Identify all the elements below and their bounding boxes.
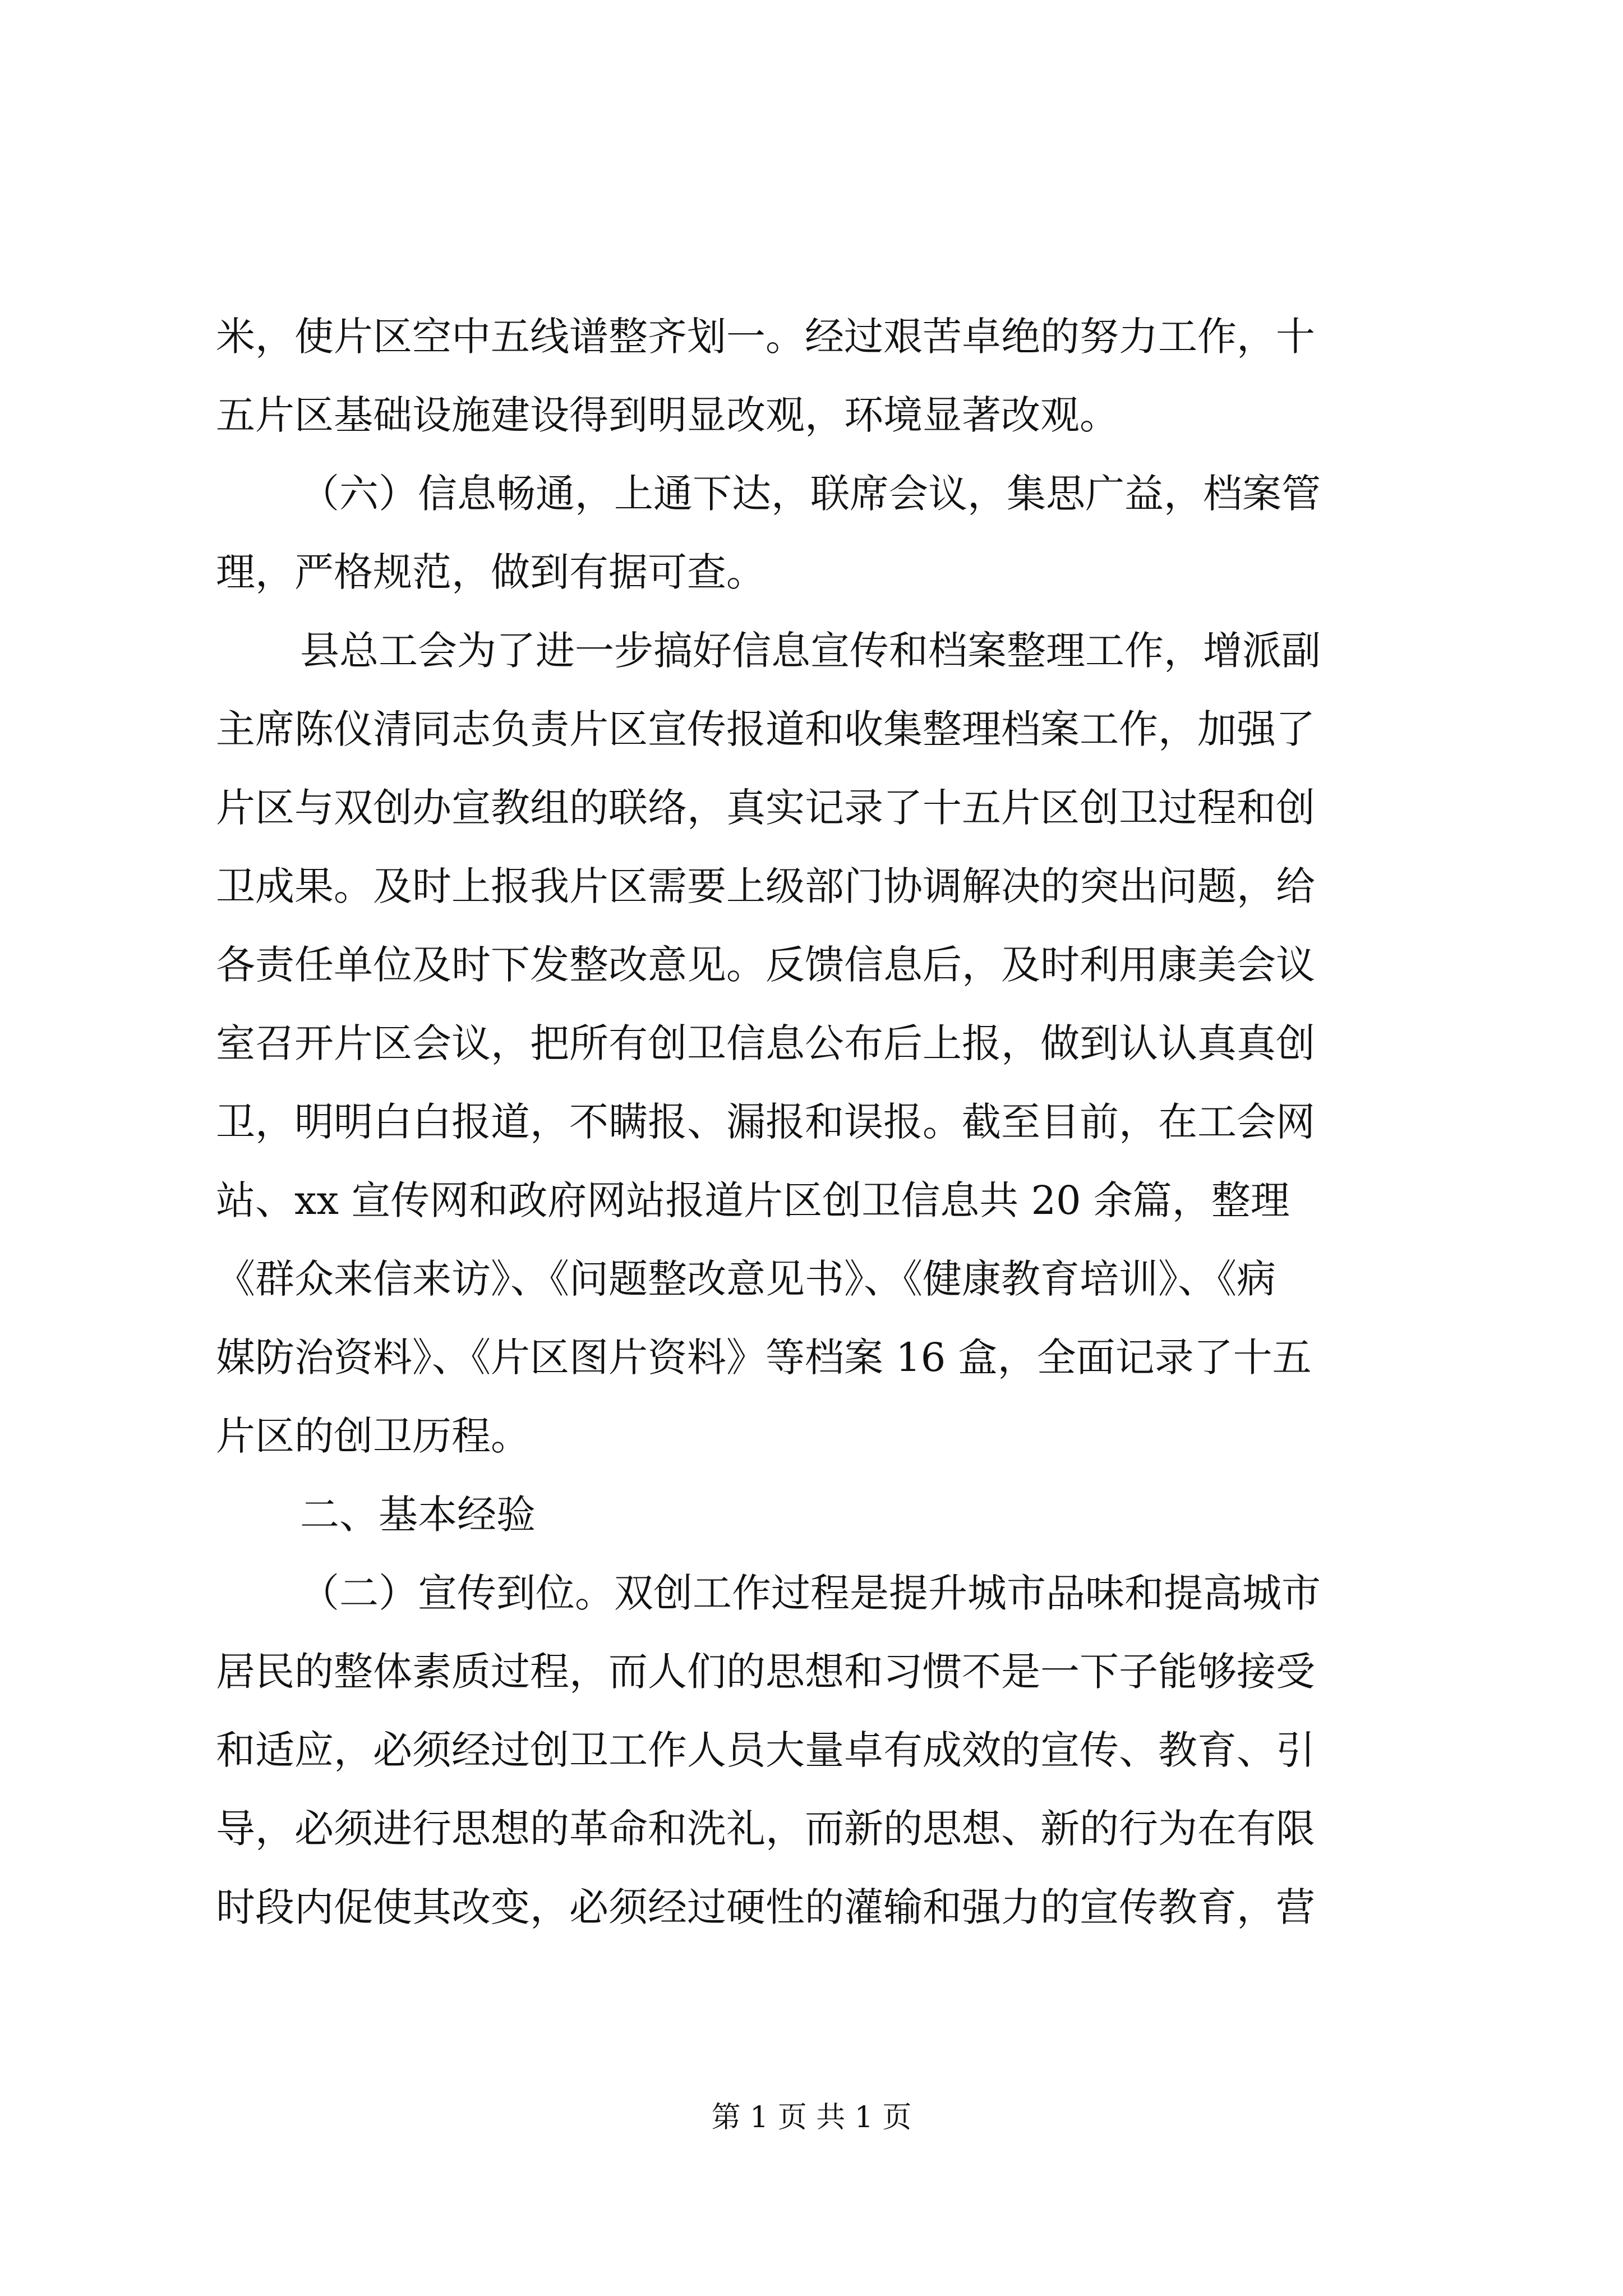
text-line: （六）信息畅通，上通下达，联席会议，集思广益，档案管 xyxy=(300,471,1321,517)
text-line: 《群众来信来访》、《问题整改意见书》、《健康教育培训》、《病 xyxy=(216,1256,1276,1302)
text-line: 媒防治资料》、《片区图片资料》等档案 16 盒，全面记录了十五 xyxy=(216,1335,1312,1381)
text-line: 片区与双创办宣教组的联络，真实记录了十五片区创卫过程和创 xyxy=(216,785,1315,831)
text-line: 五片区基础设施建设得到明显改观，环境显著改观。 xyxy=(216,392,1119,438)
text-line: 导，必须进行思想的革命和洗礼，而新的思想、新的行为在有限 xyxy=(216,1806,1315,1852)
text-line: 卫成果。及时上报我片区需要上级部门协调解决的突出问题，给 xyxy=(216,863,1315,909)
text-line: 各责任单位及时下发整改意见。反馈信息后，及时利用康美会议 xyxy=(216,942,1315,988)
text-line: 居民的整体素质过程，而人们的思想和习惯不是一下子能够接受 xyxy=(216,1649,1315,1695)
text-line: 站、xx 宣传网和政府网站报道片区创卫信息共 20 余篇，整理 xyxy=(216,1177,1290,1223)
text-line: 米，使片区空中五线谱整齐划一。经过艰苦卓绝的努力工作，十 xyxy=(216,314,1315,360)
text-line: 时段内促使其改变，必须经过硬性的灌输和强力的宣传教育，营 xyxy=(216,1884,1315,1930)
text-line: 县总工会为了进一步搞好信息宣传和档案整理工作，增派副 xyxy=(300,628,1321,674)
section-heading: 二、基本经验 xyxy=(300,1492,536,1538)
text-line: 室召开片区会议，把所有创卫信息公布后上报，做到认认真真创 xyxy=(216,1020,1315,1066)
page-footer: 第 1 页 共 1 页 xyxy=(711,2101,912,2134)
text-line: 片区的创卫历程。 xyxy=(216,1413,530,1459)
text-line: 理，严格规范，做到有据可查。 xyxy=(216,549,766,595)
text-line: 和适应，必须经过创卫工作人员大量卓有成效的宣传、教育、引 xyxy=(216,1727,1315,1773)
text-line: 卫，明明白白报道，不瞒报、漏报和误报。截至目前，在工会网 xyxy=(216,1099,1315,1145)
text-line: 主席陈仪清同志负责片区宣传报道和收集整理档案工作，加强了 xyxy=(216,706,1315,752)
text-line: （二）宣传到位。双创工作过程是提升城市品味和提高城市 xyxy=(300,1570,1321,1616)
